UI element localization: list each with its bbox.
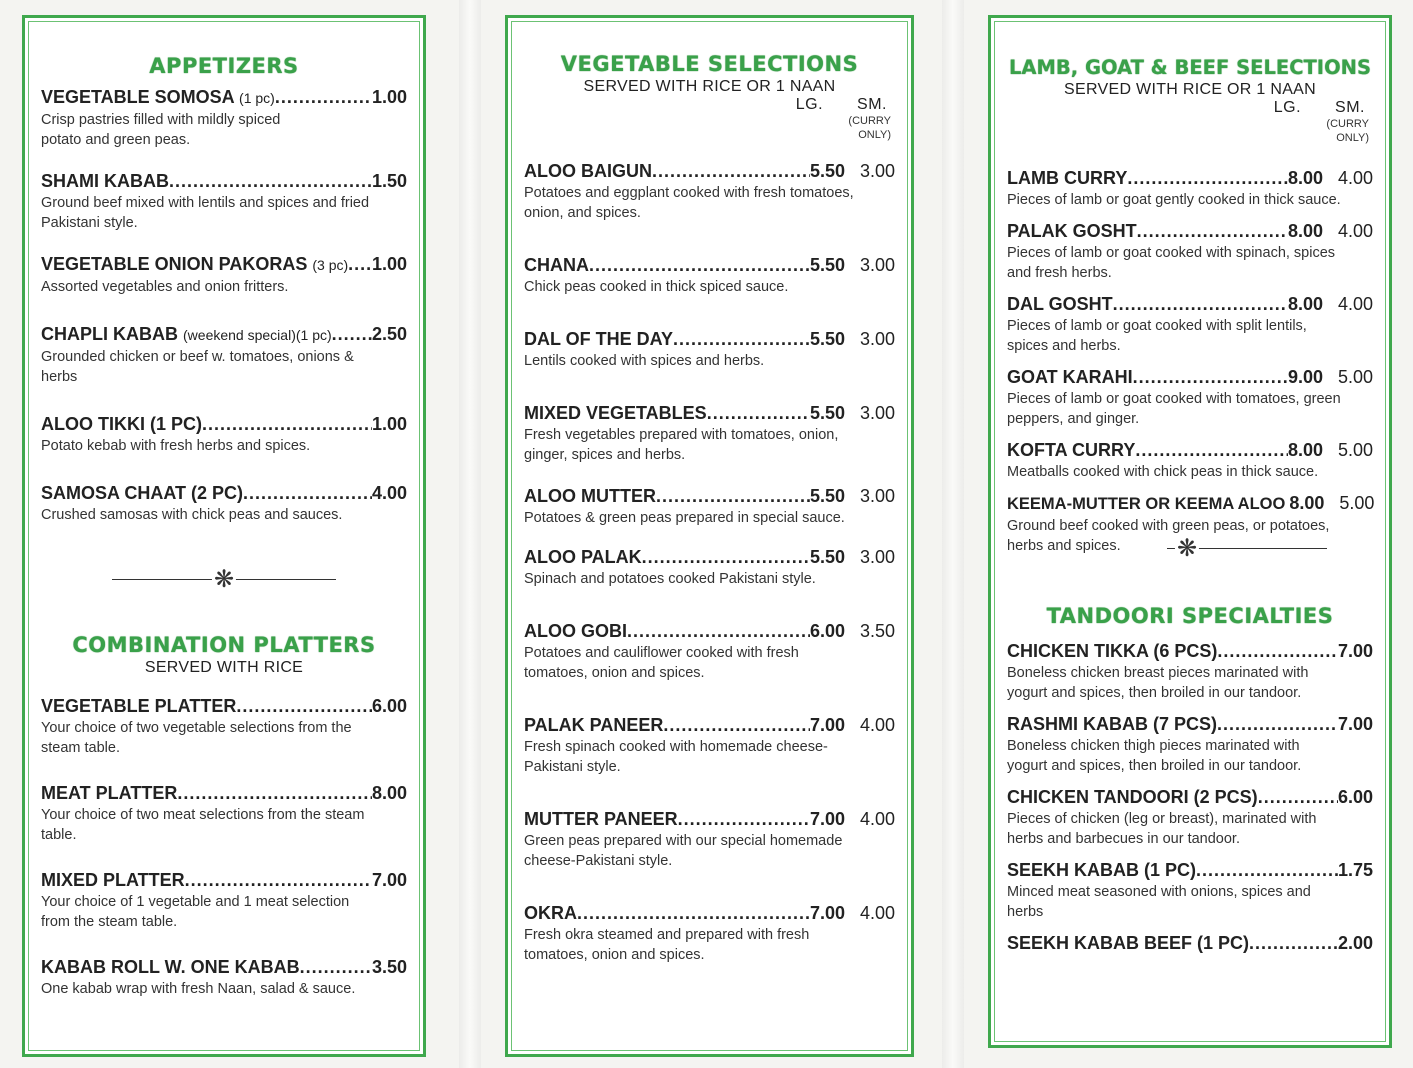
item-name: ALOO MUTTER (524, 486, 656, 506)
col-lg: LG. (795, 96, 824, 113)
item-name: CHANA (524, 255, 589, 275)
item-note: (1 pc) (239, 90, 275, 106)
item-price: 1.75 (1337, 860, 1373, 880)
item-description: One kabab wrap with fresh Naan, salad & sauce. (41, 981, 356, 997)
item-price-sm: 3.00 (859, 255, 895, 275)
menu-item (524, 902, 895, 965)
item-name: PALAK GOSHT (1007, 221, 1137, 241)
item-price-lg: 7.00 (809, 903, 845, 923)
item-description: Fresh vegetables prepared with tomatoes, onion, ginger, spices and herbs. (524, 427, 839, 463)
appetizers-heading: APPETIZERS (149, 54, 299, 78)
item-price-lg: 9.00 (1287, 367, 1323, 387)
item-price: 1.50 (371, 171, 407, 191)
vegetable-heading: VEGETABLE SELECTIONS (560, 52, 859, 76)
item-price: 6.00 (371, 696, 407, 716)
item-description: Grounded chicken or beef w. tomatoes, onions & herbs (41, 349, 354, 385)
item-description: Fresh spinach cooked with homemade cheese-Pakistani style. (524, 739, 828, 775)
menu-item (41, 86, 407, 150)
item-price-lg: 5.50 (809, 486, 845, 506)
menu-item (1007, 859, 1373, 922)
item-price-sm: 4.00 (1337, 168, 1373, 188)
item-description: Meatballs cooked with chick peas in thick sauce. (1007, 464, 1319, 480)
col-sm: SM. (1335, 99, 1365, 116)
col-note: (CURRY ONLY) (848, 115, 891, 141)
panel-vegetable-selections (505, 15, 914, 1057)
item-name: OKRA (524, 903, 577, 923)
page-fold-left (459, 0, 481, 1068)
vegetable-list (524, 160, 895, 965)
item-name: LAMB CURRY (1007, 168, 1128, 188)
lamb-list (1007, 167, 1373, 556)
item-price-sm: 4.00 (859, 809, 895, 829)
item-price-sm: 5.00 (1337, 440, 1373, 460)
item-name: GOAT KARAHI (1007, 367, 1133, 387)
item-price-sm: 3.00 (859, 403, 895, 423)
menu-item (524, 328, 895, 371)
item-description: Assorted vegetables and onion fritters. (41, 279, 289, 295)
item-price-lg: 5.50 (809, 161, 845, 181)
item-price: 6.00 (1337, 787, 1373, 807)
item-name: VEGETABLE PLATTER (41, 696, 237, 716)
panel-lamb-tandoori (988, 15, 1392, 1048)
tandoori-list (1007, 640, 1373, 954)
col-lg: LG. (1273, 99, 1302, 116)
item-price: 8.00 (371, 783, 407, 803)
item-name: ALOO BAIGUN (524, 161, 652, 181)
item-name: CHAPLI KABAB (41, 324, 178, 344)
item-name: SEEKH KABAB BEEF (1 PC) (1007, 933, 1250, 953)
item-name: SHAMI KABAB (41, 171, 169, 191)
menu-item (1007, 366, 1373, 429)
combination-subheading: SERVED WITH RICE (144, 659, 304, 676)
item-price-lg: 5.50 (809, 547, 845, 567)
item-price-sm: 3.00 (859, 486, 895, 506)
item-price-lg: 8.00 (1287, 294, 1323, 314)
item-price-lg: 7.00 (809, 809, 845, 829)
item-name: KABAB ROLL W. ONE KABAB (41, 957, 300, 977)
item-price: 7.00 (1337, 641, 1373, 661)
item-description: Boneless chicken thigh pieces marinated with yogurt and spices, then broiled in our tandoor. (1007, 738, 1302, 774)
menu-item (41, 869, 407, 932)
item-description: Chick peas cooked in thick spiced sauce. (524, 279, 789, 295)
item-description: Spinach and potatoes cooked Pakistani style. (524, 571, 816, 587)
item-name: MEAT PLATTER (41, 783, 178, 803)
price-column-headers (1007, 99, 1365, 117)
item-price-lg: 8.00 (1287, 221, 1323, 241)
item-price-lg: 8.00 (1287, 168, 1323, 188)
menu-item (1007, 640, 1373, 703)
item-description: Your choice of 1 vegetable and 1 meat selection from the steam table. (41, 894, 350, 930)
item-name: MIXED PLATTER (41, 870, 185, 890)
panel-appetizers-combinations (22, 15, 426, 1057)
lamb-heading: LAMB, GOAT & BEEF SELECTIONS (1008, 56, 1372, 79)
item-description: Pieces of lamb or goat cooked with spinach, spices and fresh herbs. (1007, 245, 1336, 281)
item-description: Potato kebab with fresh herbs and spices. (41, 438, 311, 454)
item-price-lg: 5.50 (809, 329, 845, 349)
item-price-sm: 3.00 (859, 329, 895, 349)
appetizers-list (41, 86, 407, 525)
item-description: Potatoes and cauliflower cooked with fresh tomatoes, onion and spices. (524, 645, 799, 681)
item-description: Minced meat seasoned with onions, spices and herbs (1007, 884, 1311, 920)
item-name: PALAK PANEER (524, 715, 664, 735)
item-price: 4.00 (371, 483, 407, 503)
menu-item (524, 402, 895, 465)
item-description: Pieces of lamb or goat cooked with tomatoes, green peppers, and ginger. (1007, 391, 1341, 427)
item-name: VEGETABLE ONION PAKORAS (41, 254, 308, 274)
item-price-lg: 8.00 (1289, 493, 1325, 513)
col-note: (CURRY ONLY) (1326, 118, 1369, 144)
tandoori-heading: TANDOORI SPECIALTIES (1046, 604, 1334, 628)
item-description: Pieces of lamb or goat cooked with split lentils, spices and herbs. (1007, 318, 1307, 354)
item-price: 2.00 (1337, 933, 1373, 953)
item-price-sm: 3.00 (859, 547, 895, 567)
item-note: (3 pc) (312, 257, 349, 273)
item-price: 1.00 (371, 254, 407, 274)
item-description: Crushed samosas with chick peas and sauces. (41, 507, 343, 523)
item-description: Potatoes and eggplant cooked with fresh tomatoes, onion, and spices. (524, 185, 854, 221)
item-name: KEEMA-MUTTER OR KEEMA ALOO (1007, 495, 1286, 513)
item-name: RASHMI KABAB (7 PCS) (1007, 714, 1218, 734)
item-note: (weekend special)(1 pc) (183, 327, 332, 343)
vegetable-subheading: SERVED WITH RICE OR 1 NAAN (583, 78, 836, 95)
page-fold-right (942, 0, 964, 1068)
item-name: ALOO PALAK (524, 547, 642, 567)
menu-item (1007, 932, 1373, 954)
menu-item (524, 160, 895, 223)
item-price: 3.50 (371, 957, 407, 977)
menu-item (41, 323, 407, 387)
item-name: SAMOSA CHAAT (2 PC) (41, 483, 243, 503)
menu-item (41, 253, 407, 297)
item-name: ALOO TIKKI (1 PC) (41, 414, 202, 434)
item-description: Pieces of chicken (leg or breast), marinated with herbs and barbecues in our tandoor. (1007, 811, 1317, 847)
item-name: DAL GOSHT (1007, 294, 1113, 314)
item-description: Green peas prepared with our special homemade cheese-Pakistani style. (524, 833, 843, 869)
item-name: CHICKEN TANDOORI (2 PCS) (1007, 787, 1258, 807)
item-price-lg: 5.50 (809, 403, 845, 423)
item-name: KOFTA CURRY (1007, 440, 1136, 460)
item-price: 2.50 (371, 324, 407, 344)
item-price-sm: 4.00 (1337, 294, 1373, 314)
menu-item (41, 695, 407, 758)
item-price-sm: 5.00 (1339, 493, 1375, 513)
item-price-sm: 4.00 (859, 903, 895, 923)
item-description: Boneless chicken breast pieces marinated with yogurt and spices, then broiled in our tandoor. (1007, 665, 1309, 701)
menu-item (1007, 439, 1373, 482)
item-description: Lentils cooked with spices and herbs. (524, 353, 765, 369)
menu-item (524, 620, 895, 683)
item-description: Your choice of two meat selections from the steam table. (41, 807, 365, 843)
snowflake-ornament-icon: ❋ (1176, 535, 1198, 562)
item-description: Potatoes & green peas prepared in special sauce. (524, 510, 845, 526)
snowflake-ornament-icon: ❋ (213, 566, 235, 593)
item-price-sm: 3.00 (859, 161, 895, 181)
item-name: VEGETABLE SOMOSA (41, 87, 235, 107)
item-price: 1.00 (371, 414, 407, 434)
item-price-lg: 5.50 (809, 255, 845, 275)
item-price-sm: 4.00 (859, 715, 895, 735)
col-sm: SM. (857, 96, 887, 113)
item-price-sm: 3.50 (859, 621, 895, 641)
menu-item (524, 546, 895, 589)
item-description: Ground beef mixed with lentils and spices and fried Pakistani style. (41, 195, 370, 231)
item-price-sm: 5.00 (1337, 367, 1373, 387)
menu-item (1007, 220, 1373, 283)
item-price: 7.00 (371, 870, 407, 890)
menu-item (41, 482, 407, 525)
item-price-lg: 8.00 (1287, 440, 1323, 460)
menu-item (41, 782, 407, 845)
menu-item (1007, 786, 1373, 849)
item-name: ALOO GOBI (524, 621, 627, 641)
menu-item (524, 485, 895, 528)
menu-item (524, 254, 895, 297)
ornament-divider (112, 565, 336, 595)
price-column-headers (524, 96, 887, 114)
combination-heading: COMBINATION PLATTERS (72, 633, 376, 657)
menu-item (41, 413, 407, 456)
item-name: CHICKEN TIKKA (6 PCS) (1007, 641, 1218, 661)
item-description: Crisp pastries filled with mildly spiced potato and green peas. (41, 112, 281, 148)
menu-item (41, 170, 407, 233)
menu-item (1007, 167, 1373, 210)
menu-item (1007, 293, 1373, 356)
ornament-divider (1167, 534, 1327, 564)
item-name: MIXED VEGETABLES (524, 403, 707, 423)
item-description: Ground beef cooked with green peas, or potatoes, herbs and spices. (1007, 518, 1330, 554)
menu-item (524, 714, 895, 777)
item-price: 1.00 (371, 87, 407, 107)
lamb-subheading: SERVED WITH RICE OR 1 NAAN (1064, 81, 1316, 98)
menu-item (524, 808, 895, 871)
item-price-lg: 7.00 (809, 715, 845, 735)
item-description: Pieces of lamb or goat gently cooked in thick sauce. (1007, 192, 1341, 208)
item-name: MUTTER PANEER (524, 809, 678, 829)
item-description: Fresh okra steamed and prepared with fresh tomatoes, onion and spices. (524, 927, 810, 963)
menu-item (41, 956, 407, 999)
item-price-lg: 6.00 (809, 621, 845, 641)
item-description: Your choice of two vegetable selections from the steam table. (41, 720, 352, 756)
item-name: SEEKH KABAB (1 PC) (1007, 860, 1197, 880)
item-price-sm: 4.00 (1337, 221, 1373, 241)
item-price: 7.00 (1337, 714, 1373, 734)
item-name: DAL OF THE DAY (524, 329, 674, 349)
combination-list (41, 695, 407, 999)
menu-item (1007, 713, 1373, 776)
